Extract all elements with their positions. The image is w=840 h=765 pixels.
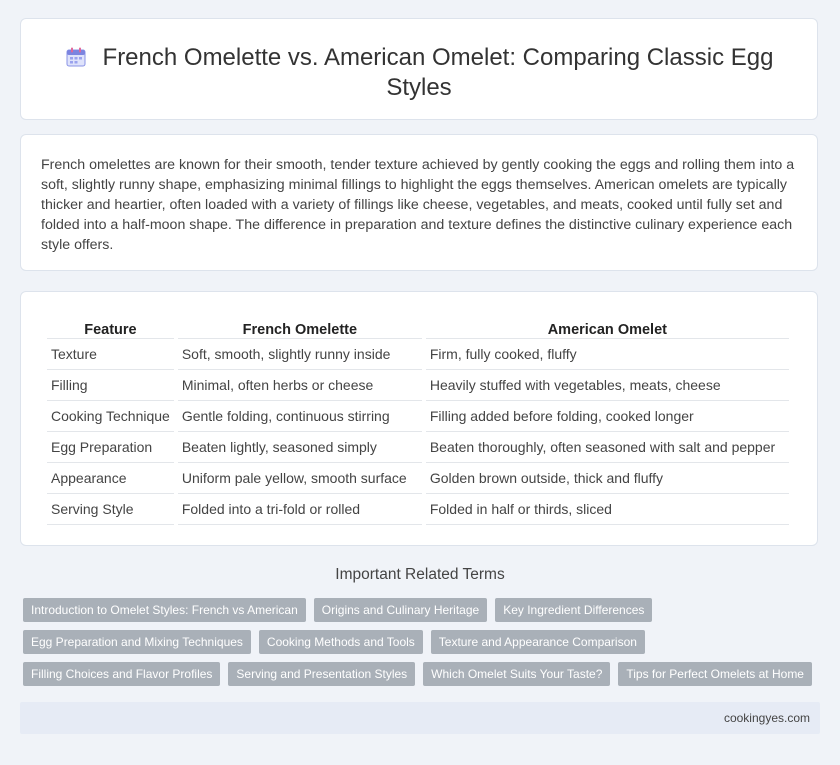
table-cell: Golden brown outside, thick and fluffy <box>426 463 789 494</box>
table-cell: Serving Style <box>47 494 174 525</box>
header-american: American Omelet <box>426 314 789 339</box>
table-cell: Cooking Technique <box>47 401 174 432</box>
related-tag[interactable]: Introduction to Omelet Styles: French vs American <box>23 598 306 622</box>
related-tag[interactable]: Origins and Culinary Heritage <box>314 598 487 622</box>
table-cell: Egg Preparation <box>47 432 174 463</box>
table-cell: Folded in half or thirds, sliced <box>426 494 789 525</box>
table-cell: Beaten lightly, seasoned simply <box>178 432 422 463</box>
comparison-card <box>20 291 818 546</box>
footer-bar <box>20 702 820 734</box>
table-cell: Beaten thoroughly, often seasoned with salt and pepper <box>426 432 789 463</box>
related-tag[interactable]: Cooking Methods and Tools <box>259 630 423 654</box>
table-cell: Firm, fully cooked, fluffy <box>426 339 789 370</box>
related-tag[interactable]: Texture and Appearance Comparison <box>431 630 645 654</box>
table-cell: Texture <box>47 339 174 370</box>
table-row <box>47 370 789 401</box>
page-title-wrap <box>21 43 817 103</box>
related-tags-row-2 <box>23 630 645 654</box>
table-cell: Appearance <box>47 463 174 494</box>
table-row <box>47 494 789 525</box>
related-tag[interactable]: Egg Preparation and Mixing Techniques <box>23 630 251 654</box>
related-terms-title: Important Related Terms <box>335 566 505 583</box>
page-title: French Omelette vs. American Omelet: Comparing Classic Egg Styles <box>102 44 774 101</box>
calendar-icon <box>65 46 87 68</box>
table-row <box>47 432 789 463</box>
table-cell: Minimal, often herbs or cheese <box>178 370 422 401</box>
table-cell: Filling added before folding, cooked longer <box>426 401 789 432</box>
related-tag[interactable]: Key Ingredient Differences <box>495 598 652 622</box>
comparison-table <box>43 314 793 525</box>
intro-card <box>20 134 818 271</box>
footer-site-link[interactable]: cookingyes.com <box>723 711 810 725</box>
related-tag[interactable]: Serving and Presentation Styles <box>228 662 415 686</box>
table-row <box>47 463 789 494</box>
table-header-row <box>47 314 789 339</box>
table-cell: Uniform pale yellow, smooth surface <box>178 463 422 494</box>
title-card <box>20 18 818 120</box>
header-french: French Omelette <box>178 314 422 339</box>
header-feature: Feature <box>47 314 174 339</box>
related-tags-row-3 <box>23 662 812 686</box>
related-tag[interactable]: Filling Choices and Flavor Profiles <box>23 662 220 686</box>
table-cell: Heavily stuffed with vegetables, meats, cheese <box>426 370 789 401</box>
table-row <box>47 401 789 432</box>
table-cell: Soft, smooth, slightly runny inside <box>178 339 422 370</box>
related-tag[interactable]: Which Omelet Suits Your Taste? <box>423 662 610 686</box>
table-cell: Gentle folding, continuous stirring <box>178 401 422 432</box>
intro-paragraph: French omelettes are known for their smooth, tender texture achieved by gently cooking the eggs and rolling them into a soft, slightly runny shape, emphasizing minimal fillings to highlight the eggs themselves. American omelets are typically thicker and heartier, often loaded with a variety of fillings like cheese, vegetables, and meats, cooked until fully set and folded into a half-moon shape. The difference in preparation and texture defines the distinctive culinary experience each style offers. <box>41 157 795 253</box>
table-cell: Filling <box>47 370 174 401</box>
related-tag[interactable]: Tips for Perfect Omelets at Home <box>618 662 812 686</box>
table-cell: Folded into a tri-fold or rolled <box>178 494 422 525</box>
related-tags-row-1 <box>23 598 652 622</box>
table-row <box>47 339 789 370</box>
